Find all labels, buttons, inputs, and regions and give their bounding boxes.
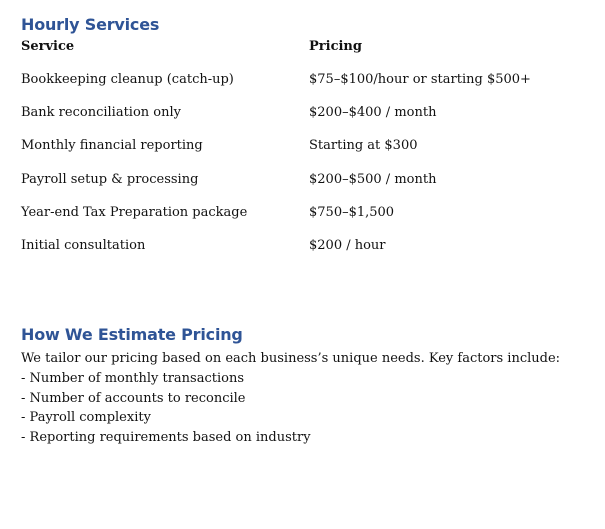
column-header-service: Service <box>21 39 75 54</box>
list-item: - Number of monthly transactions <box>21 370 245 386</box>
hourly-services-heading: Hourly Services <box>21 15 160 34</box>
table-row <box>21 72 531 105</box>
list-item: - Reporting requirements based on industry <box>21 430 311 446</box>
table-header-row <box>21 39 531 72</box>
pricing-cell: $750–$1,500 <box>309 204 395 220</box>
pricing-cell: $200–$500 / month <box>309 171 437 187</box>
column-header-pricing: Pricing <box>309 39 362 54</box>
table-row <box>21 172 531 205</box>
pricing-cell: $200 / hour <box>309 237 386 253</box>
service-cell: Year-end Tax Preparation package <box>21 204 248 220</box>
service-cell: Monthly financial reporting <box>21 138 203 154</box>
estimate-intro-paragraph: We tailor our pricing based on each business’s unique needs. Key factors include: <box>21 351 561 366</box>
list-item: - Payroll complexity <box>21 410 151 426</box>
pricing-cell: Starting at $300 <box>309 138 418 154</box>
estimate-pricing-heading: How We Estimate Pricing <box>21 325 243 344</box>
service-cell: Payroll setup & processing <box>21 171 199 187</box>
pricing-cell: $75–$100/hour or starting $500+ <box>309 72 531 87</box>
table-row <box>21 105 531 138</box>
service-cell: Bank reconciliation only <box>21 105 181 121</box>
list-item: - Number of accounts to reconcile <box>21 390 246 406</box>
services-pricing-table <box>21 39 531 271</box>
service-cell: Initial consultation <box>21 237 146 253</box>
service-cell: Bookkeeping cleanup (catch-up) <box>21 72 234 87</box>
table-row <box>21 205 531 238</box>
table-row <box>21 238 531 271</box>
table-row <box>21 138 531 171</box>
estimate-pricing-body <box>21 349 560 448</box>
pricing-cell: $200–$400 / month <box>309 105 437 121</box>
